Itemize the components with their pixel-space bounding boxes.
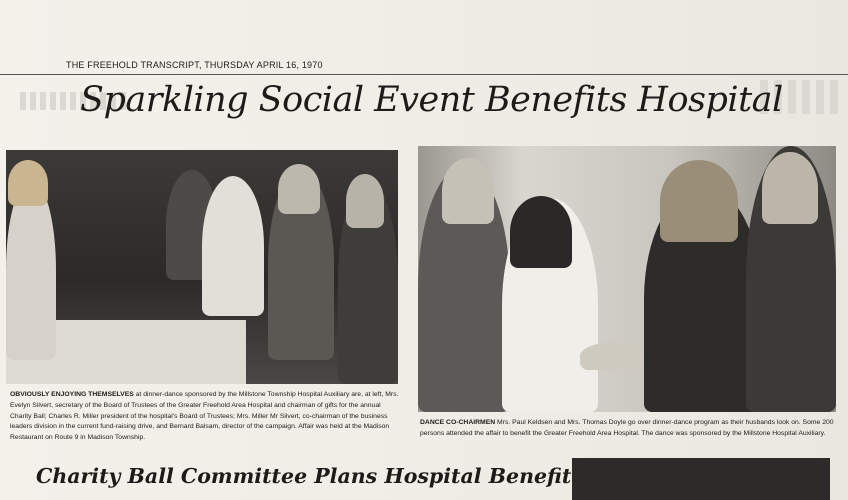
person <box>660 160 738 242</box>
person <box>8 160 48 206</box>
person <box>278 164 320 214</box>
header-rule <box>0 74 848 75</box>
person <box>6 180 56 360</box>
photo-dinner-table <box>6 150 398 384</box>
program-booklet <box>580 342 652 370</box>
caption-right <box>420 418 838 440</box>
subheadline: Charity Ball Committee Plans Hospital Benefit <box>36 464 572 488</box>
person <box>346 174 384 228</box>
caption-lead: OBVIOUSLY ENJOYING THEMSELVES <box>10 391 134 398</box>
masthead-line: THE FREEHOLD TRANSCRIPT, THURSDAY APRIL 16, 1970 <box>66 60 323 70</box>
headline: Sparkling Social Event Benefits Hospital <box>80 80 783 120</box>
person <box>762 152 818 224</box>
caption-lead: DANCE CO-CHAIRMEN <box>420 419 496 426</box>
caption-body: Mrs. Paul Keldsen and Mrs. Thomas Doyle go over dinner-dance program as their husbands look on. Some 200 persons attended the affair to benefit the Greater Freehold Area Hospital. The dance was sponsored by the Millstone Hospital Auxiliary. <box>420 419 834 437</box>
caption-body: at dinner-dance sponsored by the Millstone Township Hospital Auxiliary are, at left, Mrs. Evelyn Silvert, secretary of the Board of Trustees of the Greater Freehold Area Hospital and chairman of gifts for the annual Charity Ball; Charles R. Miller president of the hospital's Board of Trustees; Mrs. Miller Mr Silvert, co-chairman of the business leaders division in the current fund-raising drive, and Bernard Balsam, director of the campaign. Affair was held at the Madison Restaurant on Route 9 in Madison Township. <box>10 391 399 442</box>
person <box>202 176 264 316</box>
photo-partial <box>572 458 830 500</box>
person <box>442 158 494 224</box>
caption-left <box>10 390 404 444</box>
person <box>510 196 572 268</box>
photo-dance-co-chairmen <box>418 146 836 412</box>
